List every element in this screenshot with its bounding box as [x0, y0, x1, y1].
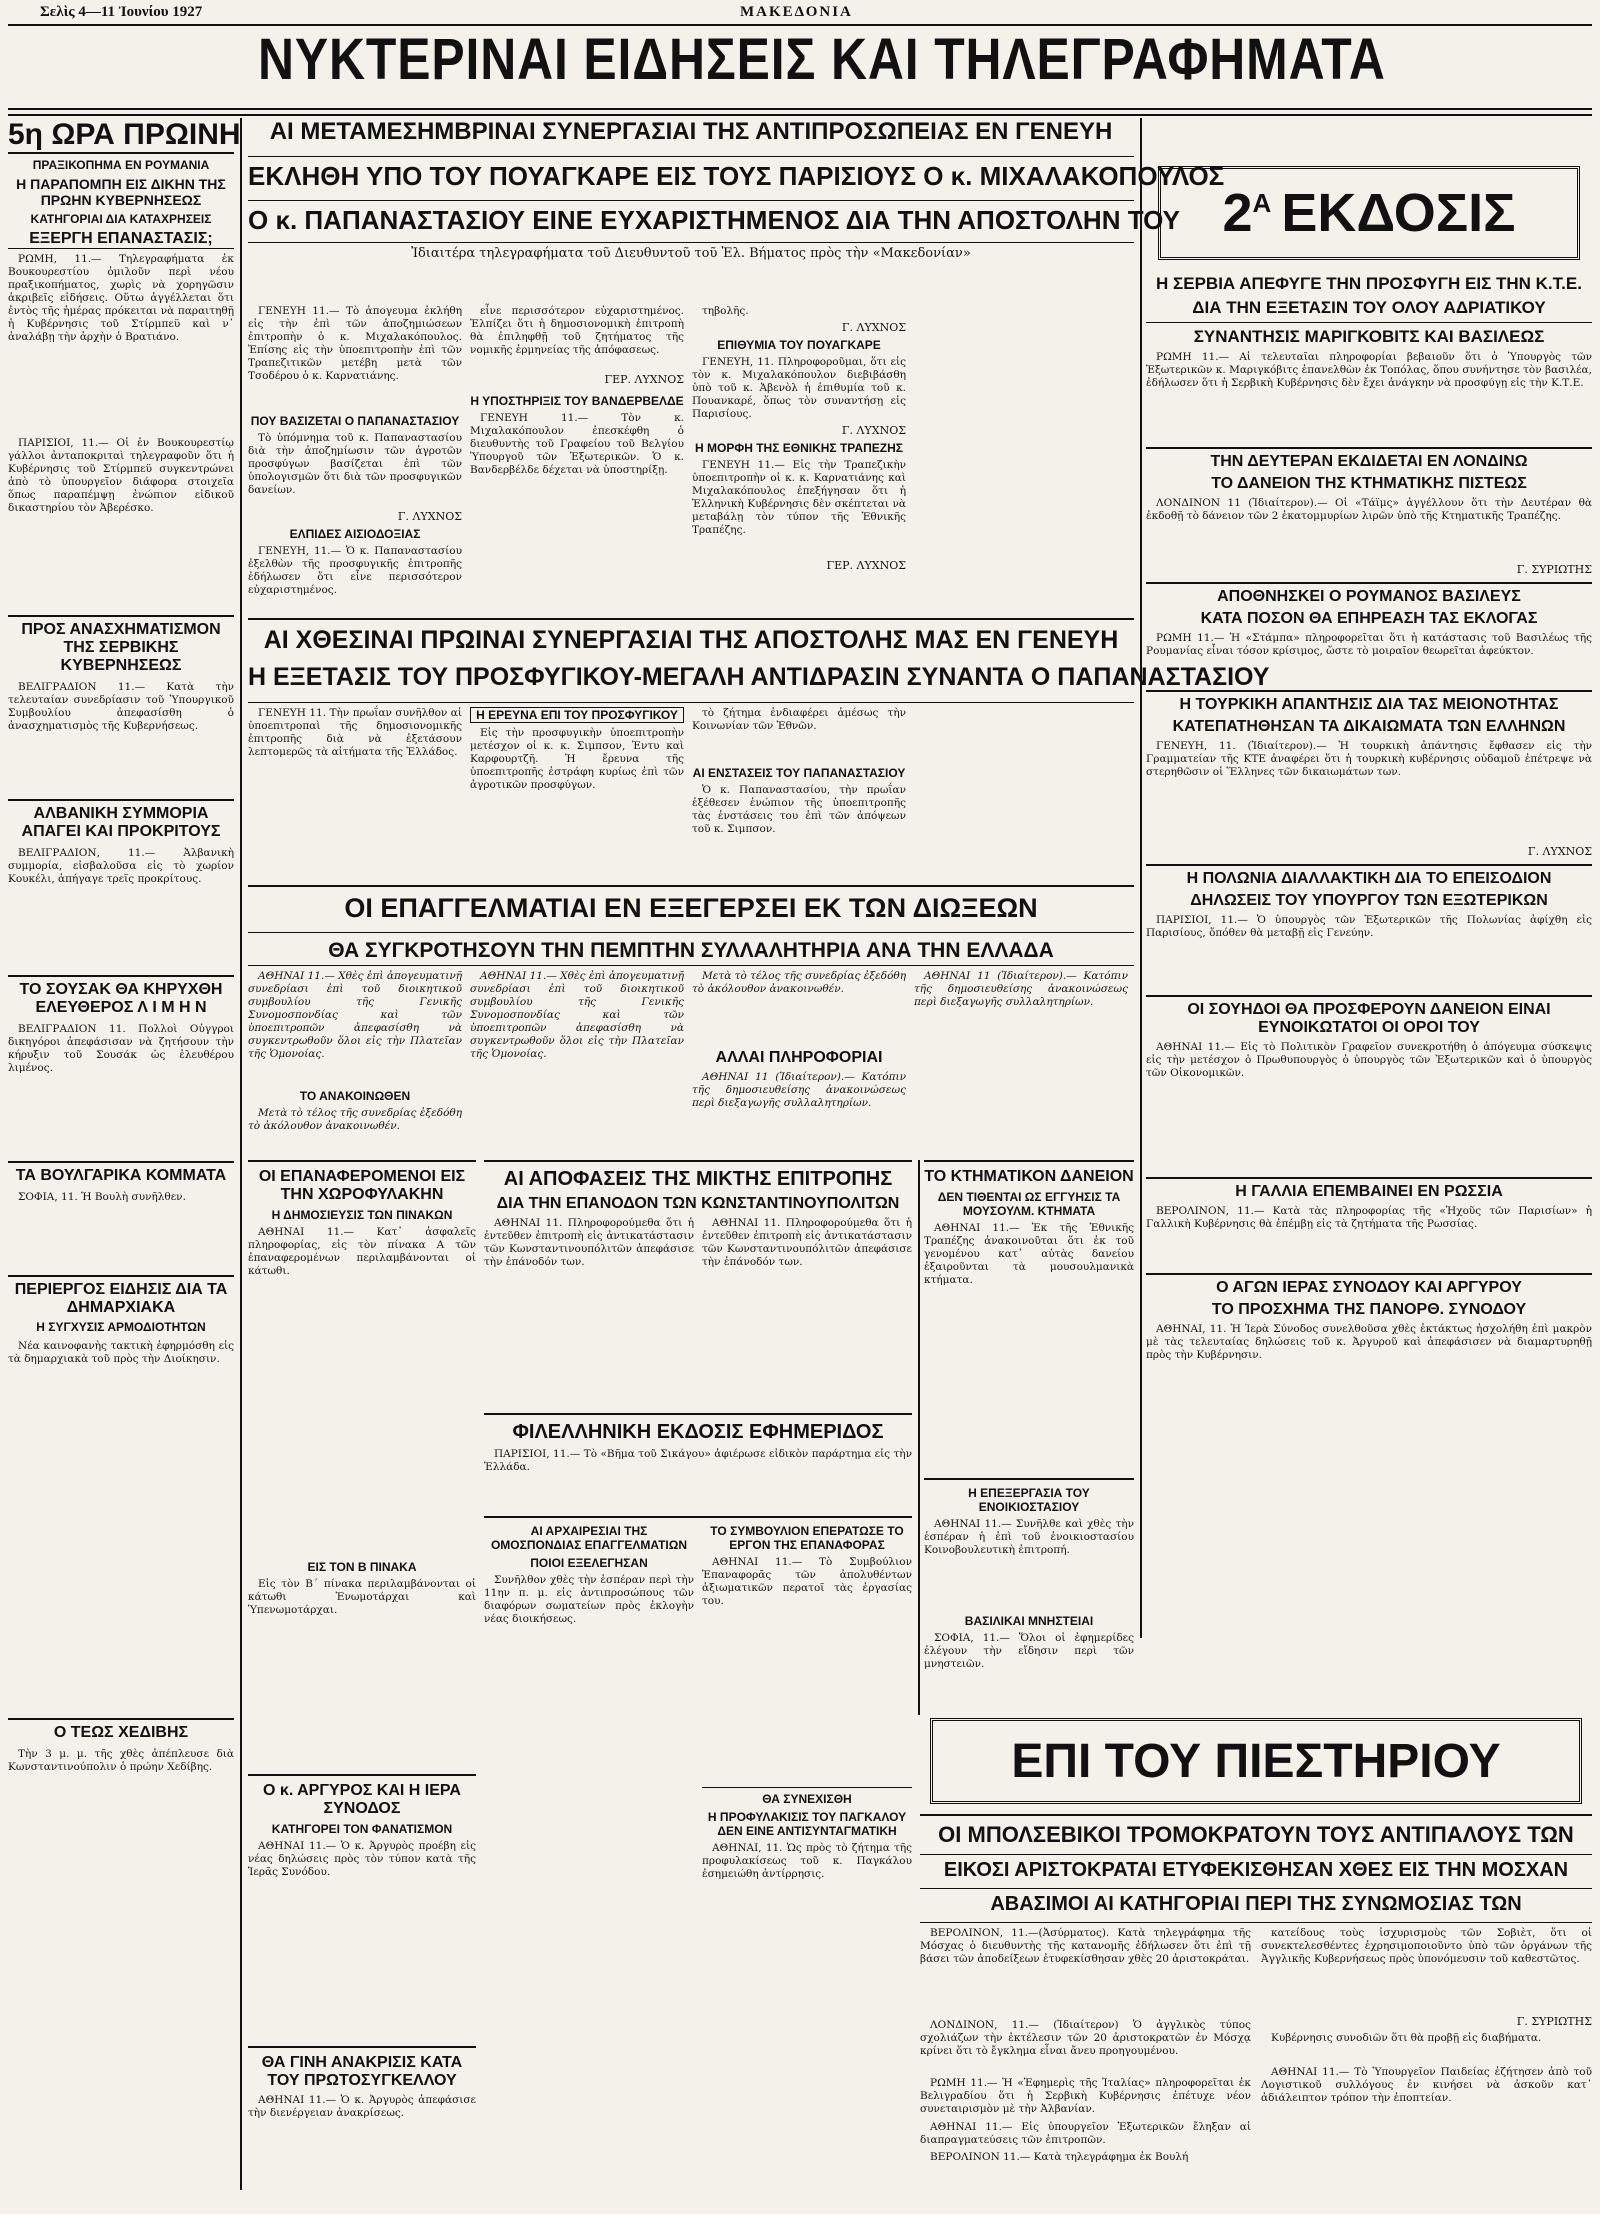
paragraph: ΣΟΦΙΑ, 11.— Ὅλοι οἱ ἐφημερίδες ἐλέγουν τὴν εἴδησιν περὶ τῶν μνηστειῶν. [924, 1632, 1134, 1670]
paragraph: ΒΕΛΙΓΡΑΔΙΟΝ 11. Πολλοὶ Οὐγγροι δικηγόροι ἀπεφάσισαν νὰ ζητήσουν τὴν κήρυξιν τοῦ Σουσάκ ὡς ἐλευθέρου λιμένος. [8, 1023, 234, 1074]
article-body [248, 305, 462, 410]
paragraph: κατείδους τοὺς ἰσχυρισμοὺς τῶν Σοβιὲτ, ὅτι οἱ συνεκτελεσθέντες ἐχρησιμοποιοῦντο ὑπὸ τῶν ὀργάνων τῆς Ἀγγλικῆς Κυβερνήσεως πρὸς ὑπονόμευσιν τοῦ καθεστῶτος. [1261, 1927, 1592, 1965]
signature: ΓΕΡ. ΛΥΧΝΟΣ [604, 373, 684, 386]
center-band-columns [248, 965, 1134, 1160]
subhead: ΤΑ ΒΟΥΛΓΑΡΙΚΑ ΚΟΜΜΑΤΑ [8, 1161, 234, 1185]
subhead: ΤΟ ΣΥΜΒΟΥΛΙΟΝ ΕΠΕΡΑΤΩΣΕ ΤΟ ΕΡΓΟΝ ΤΗΣ ΕΠΑΝΑΦΟΡΑΣ [710, 1524, 904, 1552]
subhead: ΑΙ ΑΡΧΑΙΡΕΣΙΑΙ ΤΗΣ ΟΜΟΣΠΟΝΔΙΑΣ ΕΠΑΓΓΕΛΜΑΤΙΩΝ [490, 1524, 688, 1552]
article-body [692, 356, 906, 424]
headline: ΟΙ ΕΠΑΓΓΕΛΜΑΤΙΑΙ ΕΝ ΕΞΕΓΕΡΣΕΙ ΕΚ ΤΩΝ ΔΙΩΞΕΩΝ [248, 885, 1134, 924]
article-body [692, 1071, 906, 1146]
subhead: ΚΑΤΗΓΟΡΙΑΙ ΔΙΑ ΚΑΤΑΧΡΗΣΕΙΣ [30, 212, 212, 226]
signature: Γ. ΛΥΧΝΟΣ [397, 510, 462, 523]
headline: ΑΒΑΣΙΜΟΙ ΑΙ ΚΑΤΗΓΟΡΙΑΙ ΠΕΡΙ ΤΗΣ ΣΥΝΩΜΟΣΙΑΣ ΤΩΝ [920, 1888, 1592, 1916]
paragraph: εἶνε περισσότερον εὐχαριστημένος. Ἐλπίζει ὅτι ἡ δημοσιονομικὴ ἐπιτροπὴ θὰ ἐπιληφθῇ τοῦ ζητήματος τῆς νομικῆς ἑρμηνείας τῆς ἀπόφασεως. [470, 305, 684, 356]
masthead: ΝΥΚΤΕΡΙΝΑΙ ΕΙΔΗΣΕΙΣ ΚΑΙ ΤΗΛΕΓΡΑΦΗΜΑΤΑ [258, 27, 1386, 92]
signature: Γ. ΣΥΡΙΩΤΗΣ [1516, 563, 1592, 576]
subhead: ΘΑ ΣΥΝΕΧΙΣΘΗ [702, 1787, 912, 1806]
headline: Ο ΑΓΩΝ ΙΕΡΑΣ ΣΥΝΟΔΟΥ ΚΑΙ ΑΡΓΥΡΟΥ [1146, 1273, 1592, 1297]
headline: ΦΙΛΕΛΛΗΝΙΚΗ ΕΚΔΟΣΙΣ ΕΦΗΜΕΡΙΔΟΣ [484, 1413, 912, 1444]
edition-word: ΕΚΔΟΣΙΣ [1281, 183, 1516, 243]
article-body [702, 1842, 912, 2012]
article-body [692, 970, 906, 1045]
paragraph: ΓΕΝΕΥΗ 11.— Εἰς τὴν Τραπεζικὴν ὑποεπιτροπὴν οἱ κ. κ. Καρνατιάνης καὶ Μιχαλακόπουλος ἐπεξήγησαν ὅτι ἡ Ἑλληνικὴ Κυβέρνησις δὲν σκέπτεται νὰ μεταβάλῃ τὸν τύπον τῆς Ἐθνικῆς Τραπέζης. [692, 459, 906, 536]
paragraph: ΠΑΡΙΣΙΟΙ, 11.— Ὁ ὑπουργὸς τῶν Ἐξωτερικῶν τῆς Πολωνίας ἀφίχθη εἰς Παρισίους, ὅπόθεν θὰ μεταβῇ εἰς Γενεύην. [1146, 914, 1592, 939]
center-low-column-b [484, 1160, 912, 2044]
paragraph: Συνῆλθον χθὲς τὴν ἑσπέραν περὶ τὴν 11ην π. μ. εἰς ἀντιπροσώπους τῶν διαφόρων σωματείων πρὸς ἐκλογὴν νέας διοικήσεως. [484, 1574, 694, 1625]
article-body [1146, 1205, 1592, 1267]
article-body [484, 1574, 694, 2044]
paragraph: ΓΕΝΕΥΗ, 11. (Ἰδιαίτερον).— Ἡ τουρκικὴ ἀπάντησις ἔφθασεν εἰς τὴν Γραμματείαν τῆς ΚΤΕ ἀναφέρει ὅτι ἡ τουρκικὴ κυβέρνησις οὐδαμοῦ ἐπέτρεψε νὰ στερηθῶσιν οἱ Ἕλληνες τῶν δικαιωμάτων των. [1146, 740, 1592, 778]
paragraph: ΓΕΝΕΥΗ, 11.— Ὁ κ. Παπαναστασίου ἐξελθὼν τῆς προσφυγικῆς ἐπιτροπῆς ἐδήλωσεν ὅτι εἶνε περισσότερον εὐχαριστημένος. [248, 545, 462, 596]
headline: ΘΑ ΣΥΓΚΡΟΤΗΣΟΥΝ ΤΗΝ ΠΕΜΠΤΗΝ ΣΥΛΛΑΛΗΤΗΡΙΑ ΑΝΑ ΤΗΝ ΕΛΛΑΔΑ [248, 932, 1134, 963]
paragraph: ΡΩΜΗ 11.— Ἡ «Ἐφημερὶς τῆς Ἰταλίας» πληροφορεῖται ἐκ Βελιγραδίου ὅτι ἡ Σερβικὴ Κυβέρνησις ἐπέτυχε νέον συνεταιρισμὸν μὲ τὴν Ἀλβανίαν. [920, 2077, 1251, 2115]
text-column [248, 707, 462, 889]
paragraph: ΣΟΦΙΑ, 11. Ἡ Βουλὴ συνῆλθεν. [18, 1191, 186, 1203]
article-body [924, 1518, 1134, 1608]
paragraph: ΑΘΗΝΑΙ 11.— Εἰς ὑπουργεῖον Ἐξωτερικῶν ἔληξαν αἱ διαπραγματεύσεις τῶν ἐπιτροπῶν. [920, 2121, 1251, 2146]
paragraph: Τὸ ὑπόμνημα τοῦ κ. Παπαναστασίου διὰ τὴν ἀποζημίωσιν τῶν ἀγροτῶν προσφύγων βασίζεται ἐπὶ τῶν ὑπολογισμῶν ὅτι διὰ τῶν προσφυγικῶν δανείων. [248, 432, 462, 496]
subhead: ΠΟΙΟΙ ΕΞΕΛΕΓΗΣΑΝ [530, 1556, 648, 1570]
article-body [1146, 914, 1592, 989]
article-body [8, 847, 234, 967]
signature: Γ. ΛΥΧΝΟΣ [841, 321, 906, 334]
subhead: ΔΙΑ ΤΗΝ ΕΠΑΝΟΔΟΝ ΤΩΝ ΚΩΝΣΤΑΝΤΙΝΟΥΠΟΛΙΤΩΝ [496, 1195, 900, 1212]
subhead: ΤΟ ΚΤΗΜΑΤΙΚΟΝ ΔΑΝΕΙΟΝ [924, 1160, 1134, 1186]
subhead: ΕΙΣ ΤΟΝ Β ΠΙΝΑΚΑ [307, 1560, 417, 1574]
paragraph: ΑΘΗΝΑΙ, 11. Ὡς πρὸς τὸ ζήτημα τῆς προφυλακίσεως τοῦ κ. Παγκάλου ἐσημειώθη ἀντίρρησις. [702, 1842, 912, 1880]
article-body [920, 1927, 1251, 2015]
paragraph: ΑΘΗΝΑΙ 11.— Συνῆλθε καὶ χθὲς τὴν ἑσπέραν ἡ ἐπὶ τοῦ ἐνοικιοστασίου Κοινοβουλευτικὴ ἐπιτροπή. [924, 1518, 1134, 1556]
subhead: ΠΡΟΣ ΑΝΑΣΧΗΜΑΤΙΣΜΟΝ ΤΗΣ ΣΕΡΒΙΚΗΣ ΚΥΒΕΡΝΗΣΕΩΣ [8, 615, 234, 675]
paragraph: ΑΘΗΝΑΙ 11 (Ἰδιαίτερον).— Κατόπιν τῆς δημοσιευθείσης ἀνακοινώσεως περὶ διεξαγωγῆς συλλαλητηρίων. [692, 1071, 906, 1109]
article-body [692, 459, 906, 559]
headline: ΑΙ ΑΠΟΦΑΣΕΙΣ ΤΗΣ ΜΙΚΤΗΣ ΕΠΙΤΡΟΠΗΣ [484, 1160, 912, 1191]
subhead: ΠΕΡΙΕΡΓΟΣ ΕΙΔΗΣΙΣ ΔΙΑ ΤΑ ΔΗΜΑΡΧΙΑΚΑ [8, 1275, 234, 1317]
subhead: Η ΕΡΕΥΝΑ ΕΠΙ ΤΟΥ ΠΡΟΣΦΥΓΙΚΟΥ [470, 707, 684, 723]
text-column [692, 305, 906, 615]
subhead: ΘΑ ΓΙΝΗ ΑΝΑΚΡΙΣΙΣ ΚΑΤΑ ΤΟΥ ΠΡΩΤΟΣΥΓΚΕΛΛΟΥ [248, 2046, 476, 2090]
text-column [470, 970, 684, 1160]
headline: ΟΙ ΣΟΥΗΔΟΙ ΘΑ ΠΡΟΣΦΕΡΟΥΝ ΔΑΝΕΙΟΝ ΕΙΝΑΙ ΕΥΝΟΙΚΩΤΑΤΟΙ ΟΙ ΟΡΟΙ ΤΟΥ [1146, 995, 1592, 1037]
article-body [8, 1340, 234, 1710]
article-body [1261, 2066, 1592, 2146]
text-column [692, 707, 906, 889]
subhead: ΔΕΝ ΤΙΘΕΝΤΑΙ ΩΣ ΕΓΓΥΗΣΙΣ ΤΑ ΜΟΥΣΟΥΛΜ. ΚΤΗΜΑΤΑ [937, 1190, 1121, 1218]
headline: ΔΙΑ ΤΗΝ ΕΞΕΤΑΣΙΝ ΤΟΥ ΟΛΟΥ ΑΔΡΙΑΤΙΚΟΥ [1192, 298, 1546, 317]
two-columns [920, 1922, 1592, 2165]
subhead: Η ΥΠΟΣΤΗΡΙΞΙΣ ΤΟΥ ΒΑΝΔΕΡΒΕΛΔΕ [470, 394, 684, 408]
article-body [924, 1222, 1134, 1472]
headline: ΤΟ ΔΑΝΕΙΟΝ ΤΗΣ ΚΤΗΜΑΤΙΚΗΣ ΠΙΣΤΕΩΣ [1211, 475, 1527, 492]
article-body [248, 545, 462, 596]
paragraph: ΠΑΡΙΣΙΟΙ, 11.— Οἱ ἐν Βουκουρεστίῳ γάλλοι ἀνταποκριταὶ τηλεγραφοῦν ὅτι ἡ Κυβέρνησις τοῦ Στίρμπεϋ συγκεντρώνει ἀπὸ τὸ ὑπουργεῖον διάφορα στοιχεῖα ὅπως παραπέμψῃ ἐνώπιον εἰδικοῦ δικαστηρίου τὸν Ἀβερέσκο. [8, 437, 234, 514]
center-top-story [248, 118, 1225, 261]
article-body [920, 2121, 1251, 2147]
two-columns [484, 1516, 912, 2044]
byline: Ἰδιαιτέρα τηλεγραφήματα τοῦ Διευθυντοῦ τοῦ Ἐλ. Βήματος πρὸς τὴν «Μακεδονίαν» [248, 242, 1134, 261]
center-low-column-d [924, 1160, 1134, 1712]
article-body [1146, 1041, 1592, 1171]
paragraph: Νέα καινοφανὴς τακτικὴ ἐφηρμόσθη εἰς τὰ δημαρχιακὰ τοῦ πρὸς τὴν Διοίκησιν. [8, 1340, 234, 1365]
headline: Η ΣΕΡΒΙΑ ΑΠΕΦΥΓΕ ΤΗΝ ΠΡΟΣΦΥΓΗ ΕΙΣ ΤΗΝ Κ.Τ.Ε. [1156, 274, 1582, 293]
center-band-story [248, 885, 1134, 963]
headline: ΟΙ ΜΠΟΛΣΕΒΙΚΟΙ ΤΡΟΜΟΚΡΑΤΟΥΝ ΤΟΥΣ ΑΝΤΙΠΑΛΟΥΣ ΤΩΝ [920, 1814, 1592, 1848]
subhead: ΤΟ ΣΟΥΣΑΚ ΘΑ ΚΗΡΥΧΘΗ ΕΛΕΥΘΕΡΟΣ Λ Ι Μ Η Ν [8, 975, 234, 1017]
article-body [248, 970, 462, 1085]
subhead: Η ΕΠΕΞΕΡΓΑΣΙΑ ΤΟΥ ΕΝΟΙΚΙΟΣΤΑΣΙΟΥ [924, 1478, 1134, 1514]
article-body [484, 1448, 912, 1510]
headline: ΑΙ ΜΕΤΑΜΕΣΗΜΒΡΙΝΑΙ ΣΥΝΕΡΓΑΣΙΑΙ ΤΗΣ ΑΝΤΙΠΡΟΣΩΠΕΙΑΣ ΕΝ ΓΕΝΕΥΗ [269, 118, 1113, 145]
text-column [1261, 1927, 1592, 2165]
subhead: Η ΣΥΓΧΥΣΙΣ ΑΡΜΟΔΙΟΤΗΤΩΝ [36, 1320, 206, 1334]
article-body [1146, 632, 1592, 684]
right-column [1146, 118, 1592, 1443]
paragraph: ΒΕΡΟΛΙΝΟΝ 11.— Κατὰ τηλεγράφημα ἐκ Βουλή [930, 2151, 1189, 2163]
headline-5am: 5η ΩΡΑ ΠΡΩΙΝΗ [8, 118, 234, 154]
article-body [1146, 497, 1592, 563]
center-low-column-a [248, 1160, 476, 2214]
article-body [248, 1226, 476, 1556]
signature: ΓΕΡ. ΛΥΧΝΟΣ [826, 559, 906, 572]
headline: Η ΕΞΕΤΑΣΙΣ ΤΟΥ ΠΡΟΣΦΥΓΙΚΟΥ-ΜΕΓΑΛΗ ΑΝΤΙΔΡΑΣΙΝ ΣΥΝΑΝΤΑ Ο ΠΑΠΑΝΑΣΤΑΣΙΟΥ [248, 663, 1270, 691]
paragraph: Τὴν 3 μ. μ. τῆς χθὲς ἀπέπλευσε διὰ Κωνσταντινούπολιν ὁ πρώην Χεδίβης. [8, 1748, 234, 1773]
article-body [1146, 1323, 1592, 1443]
paragraph: ΑΘΗΝΑΙ 11 (Ἰδιαίτερον).— Κατόπιν τῆς δημοσιευθείσης ἀνακοινώσεως περὶ διεξαγωγῆς συλλαλητηρίων. [914, 970, 1128, 1008]
subhead: Η ΠΑΡΑΠΟΜΠΗ ΕΙΣ ΔΙΚΗΝ ΤΗΣ ΠΡΩΗΝ ΚΥΒΕΡΝΗΣΕΩΣ [16, 176, 226, 208]
edition-number: $2^A$ [1222, 183, 1272, 243]
paragraph: ΡΩΜΗ 11.— Αἱ τελευταῖαι πληροφορίαι βεβαιοῦν ὅτι ὁ Ὑπουργὸς τῶν Ἐξωτερικῶν κ. Μαριγκόβιτς ἐπανελθὼν ἐκ Τοπόλας, ὅπου συνήντησε τὸν βασιλέα, ἐδήλωσεν ὅτι ἡ Σερβικὴ Κυβέρνησις δὲν ἔχει ἀνάγκην νὰ προσφύγῃ εἰς τὴν Κ.Τ.Ε. [1146, 351, 1592, 389]
article-body [470, 305, 684, 373]
paragraph: Εἰς τὸν Β΄ πίνακα περιλαμβάνονται οἱ κάτωθι Ἐνωμοτάρχαι καὶ Ὑπενωμοτάρχαι. [248, 1578, 476, 1616]
stop-press-banner: ΕΠΙ ΤΟΥ ΠΙΕΣΤΗΡΙΟΥ [930, 1718, 1582, 1804]
subhead: ΠΟΥ ΒΑΣΙΖΕΤΑΙ Ο ΠΑΠΑΝΑΣΤΑΣΙΟΥ [250, 414, 460, 428]
paragraph: ΑΘΗΝΑΙ 11. Πληροφορούμεθα ὅτι ἡ ἐντεῦθεν ἐπιτροπὴ εἰς ἀντικατάστασιν τῶν Κωνσταντινουπόλιτῶν ἀπεφάσισε τὴν ἐπάνοδόν των. [702, 1217, 912, 1268]
text-column [248, 305, 462, 615]
article-body [914, 970, 1128, 1150]
article-body [702, 1556, 912, 1781]
subhead: ΑΙ ΕΝΣΤΑΣΕΙΣ ΤΟΥ ΠΑΠΑΝΑΣΤΑΣΙΟΥ [692, 766, 906, 780]
subhead: ΤΟ ΑΝΑΚΟΙΝΩΘΕΝ [299, 1089, 411, 1103]
second-edition-banner [1158, 166, 1580, 260]
paragraph: ΓΕΝΕΥΗ 11. Τὴν πρωΐαν συνῆλθον αἱ ὑποεπιτροπαὶ τῆς δημοσιονομικῆς ἐπιτροπῆς διὰ νὰ ἐξετάσουν λεπτομερῶς τὰ αἰτήματα τῆς Ἑλλάδος. [248, 707, 462, 758]
text-column [470, 707, 684, 889]
headline: Η ΓΑΛΛΙΑ ΕΠΕΜΒΑΙΝΕΙ ΕΝ ΡΩΣΣΙΑ [1146, 1177, 1592, 1201]
paragraph: ΑΘΗΝΑΙ, 11. Ἡ Ἱερὰ Σύνοδος συνελθοῦσα χθὲς ἐκτάκτως ἠσχολήθη ἐπὶ μακρὸν μὲ τὰς τελευταίας δηλώσεις τοῦ κ. Ἀργυροῦ καὶ ἀπεφάσισεν νὰ διαμαρτυρηθῇ πρὸς τὴν Κυβέρνησιν. [1146, 1323, 1592, 1361]
paragraph: ΓΕΝΕΥΗ 11.— Τὸ ἀπογευμα ἐκλήθη εἰς τὴν ἐπὶ τῶν ἀποζημιώσεων ἐπιτροπὴν ὁ κ. Μιχαλακόπουλος. Ἐπίσης εἰς τὴν ὑποεπιτροπὴν ἐπὶ τῶν Τραπεζιτικῶν μετέβη μετὰ τῶν Τσοδέρου ὁ κ. Καρνατιάνης. [248, 305, 462, 382]
paragraph: ΑΘΗΝΑΙ 11.— Ἐκ τῆς Ἐθνικῆς Τραπέζης ἀνακοινοῦται ὅτι ἐκ τοῦ γενομένου κατ᾽ αὐτὰς δανείου ἐξαιροῦνται τὰ μουσουλμανικὰ κτήματα. [924, 1222, 1134, 1286]
left-column [8, 118, 241, 1818]
article-body [484, 1217, 694, 1407]
article-body [8, 437, 234, 607]
headline: ΔΗΛΩΣΕΙΣ ΤΟΥ ΥΠΟΥΡΓΟΥ ΤΩΝ ΕΞΩΤΕΡΙΚΩΝ [1190, 892, 1548, 909]
paragraph: ΑΘΗΝΑΙ 11.— Ὁ κ. Ἀργυρὸς ἀπεφάσισε τὴν διενέργειαν ἀνακρίσεως. [248, 2094, 476, 2119]
paragraph: ΒΕΡΟΛΙΝΟΝ, 11.—(Ἀσύρματος). Κατὰ τηλεγράφημα τῆς Μόσχας ὁ διευθυντὴς τῆς κατανομῆς ἐδήλωσεν ὅτι ἐπὶ τῇ βάσει τῶν ἀποδείξεων ἐτυφεκίσθησαν χθὲς 20 ἀριστοκράται. [920, 1927, 1251, 1965]
paragraph: ΑΘΗΝΑΙ 11.— Τὸ Ὑπουργεῖον Παιδείας ἐζήτησεν ἀπὸ τοῦ Λογιστικοῦ συλλόγους ἐν κινήσει νὰ ἀσκοῦν κατ᾽ ἀδιάλειπτον τρόπον τὴν ἐποπτείαν. [1261, 2066, 1592, 2104]
stop-press-section [920, 1718, 1592, 2165]
article-body [1261, 1927, 1592, 2015]
text-column [470, 305, 684, 615]
article-body [702, 1217, 912, 1407]
article-body [1146, 740, 1592, 845]
paragraph: ΓΕΝΕΥΗ, 11. Πληροφοροῦμαι, ὅτι εἰς τὸν κ. Μιχαλακόπουλον διεβιβάσθη ὑπὸ τοῦ κ. Ἀβενὸλ ἡ ἐπιθυμία τοῦ κ. Πουανκαρέ, ὅπως τὸν συναντήσῃ εἰς Παρισίους. [692, 356, 906, 420]
signature: Γ. ΣΥΡΙΩΤΗΣ [1516, 2015, 1592, 2028]
headline: ΕΚΛΗΘΗ ΥΠΟ ΤΟΥ ΠΟΥΑΓΚΑΡΕ ΕΙΣ ΤΟΥΣ ΠΑΡΙΣΙΟΥΣ Ο κ. ΜΙΧΑΛΑΚΟΠΟΥΛΟΣ [248, 156, 1134, 192]
headline: ΤΟ ΠΡΟΣΧΗΜΑ ΤΗΣ ΠΑΝΟΡΘ. ΣΥΝΟΔΟΥ [1211, 1301, 1527, 1318]
article-body [470, 412, 684, 597]
subhead: ΒΑΣΙΛΙΚΑΙ ΜΝΗΣΤΕΙΑΙ [964, 1614, 1094, 1628]
headline: ΚΑΤΑ ΠΟΣΟΝ ΘΑ ΕΠΗΡΕΑΣΗ ΤΑΣ ΕΚΛΟΓΑΣ [1200, 610, 1538, 627]
paragraph: ΑΘΗΝΑΙ 11.— Εἰς τὸ Πολιτικὸν Γραφεῖον συνεκροτήθη ὁ ἀπόγευμα σύσκεψις εἰς τὴν μετέσχον ὁ Πρωθυπουργὸς ὁ ὑπουργὸς τῶν Ἐξωτερικῶν καὶ ὁ ὑπουργὸς τῶν Οἰκονομικῶν. [1146, 1041, 1592, 1079]
article-body [248, 1107, 462, 1147]
paragraph: ΒΕΛΙΓΡΑΔΙΟΝ 11.— Κατὰ τὴν τελευταίαν συνεδρίασιν τοῦ Ὑπουργικοῦ Συμβουλίου ἀπεφασίσθη ὁ ἀνασχηματισμὸς τῆς Κυβερνήσεως. [8, 681, 234, 732]
article-body [924, 1632, 1134, 1712]
article-body [248, 707, 462, 877]
paragraph: Ὁ κ. Παπαναστασίου, τὴν πρωΐαν ἐξέθεσεν ἐνώπιον τῆς ὑποεπιτροπῆς τὰς ἐνστάσεις του ἐπὶ τῶν ἀπόψεων τοῦ κ. Σιμπσον. [692, 784, 906, 835]
signature: Γ. ΛΥΧΝΟΣ [1527, 845, 1592, 858]
article-body [8, 681, 234, 791]
article-body [692, 305, 906, 321]
subhead: Η ΜΟΡΦΗ ΤΗΣ ΕΘΝΙΚΗΣ ΤΡΑΠΕΖΗΣ [695, 441, 903, 455]
subhead: Η ΠΡΟΦΥΛΑΚΙΣΙΣ ΤΟΥ ΠΑΓΚΑΛΟΥ ΔΕΝ ΕΙΝΕ ΑΝΤΙΣΥΝΤΑΓΜΑΤΙΚΗ [707, 1810, 907, 1838]
article-body [692, 784, 906, 874]
paragraph: ΛΟΝΔΙΝΟΝ 11 (Ἰδιαίτερον).— Οἱ «Τάϊμς» ἀγγέλλουν ὅτι τὴν Δευτέραν θὰ ἐκδοθῇ τὸ δάνειον τῶν 2 ἑκατομμυρίων λιρῶν ὑπὸ τῆς Κτηματικῆς Τραπέζης. [1146, 497, 1592, 522]
paragraph: ΒΕΛΙΓΡΑΔΙΟΝ, 11.— Ἀλβανικὴ συμμορία, εἰσβαλοῦσα εἰς τὸ χωρίον Κουκέλι, ἀπήγαγε τρεῖς προκρίτους. [8, 847, 234, 885]
text-column [702, 1524, 912, 2044]
running-head-title: ΜΑΚΕΔΟΝΙΑ [740, 4, 853, 20]
headline: ΕΙΚΟΣΙ ΑΡΙΣΤΟΚΡΑΤΑΙ ΕΤΥΦΕΚΙΣΘΗΣΑΝ ΧΘΕΣ ΕΙΣ ΤΗΝ ΜΟΣΧΑΝ [920, 1854, 1592, 1882]
center-top-columns [248, 305, 1134, 615]
text-column [692, 970, 906, 1160]
signature: Γ. ΛΥΧΝΟΣ [841, 424, 906, 437]
paragraph: ΒΕΡΟΛΙΝΟΝ, 11.— Κατὰ τὰς πληροφορίας τῆς «Ἠχοῦς τῶν Παρισίων» ἡ Γαλλικὴ Κυβέρνησις θὰ ἐπέμβῃ εἰς τὰ ζητήματα τῆς Ρωσσίας. [1146, 1205, 1592, 1230]
subhead: ΕΠΙΘΥΜΙΑ ΤΟΥ ΠΟΥΑΓΚΑΡΕ [717, 338, 881, 352]
text-column [248, 970, 462, 1160]
paragraph: ΛΟΝΔΙΝΟΝ, 11.— (Ἰδιαίτερον) Ὁ ἀγγλικὸς τύπος σχολιάζων τὴν ἐκτέλεσιν τῶν 20 ἀριστοκρατῶν ἐν Μόσχᾳ κρίνει ὅτι τὸ ἔγκλημα εἶναι ἄνευ προηγουμένου. [920, 2019, 1251, 2057]
paragraph: τὸ ζήτημα ἐνδιαφέρει ἀμέσως τὴν Κοινωνίαν τῶν Ἐθνῶν. [692, 707, 906, 732]
subhead: ΕΞΕΡΓΗ ΕΠΑΝΑΣΤΑΣΙΣ; [8, 230, 234, 249]
article-body [920, 2151, 1251, 2165]
article-body [1146, 351, 1592, 441]
two-columns [484, 1217, 912, 1407]
paragraph: Μετὰ τὸ τέλος τῆς συνεδρίας ἐξεδόθη τὸ ἀκόλουθον ἀνακοινωθέν. [692, 970, 906, 995]
paragraph: ΑΘΗΝΑΙ 11. Πληροφορούμεθα ὅτι ἡ ἐντεῦθεν ἐπιτροπὴ εἰς ἀντικατάστασιν τῶν Κωνσταντινουπόλιτῶν ἀπεφάσισε τὴν ἐπάνοδόν των. [484, 1217, 694, 1268]
headline: ΣΥΝΑΝΤΗΣΙΣ ΜΑΡΙΓΚΟΒΙΤΣ ΚΑΙ ΒΑΣΙΛΕΩΣ [1146, 322, 1592, 347]
center-mid-columns [248, 702, 1134, 889]
paragraph: ΑΘΗΝΑΙ 11.— Χθὲς ἐπὶ ἀπογευματινῇ συνεδρίασι ἐπὶ τοῦ διοικητικοῦ συμβουλίου τῆς Γενικῆς Συνομοσπονδίας καὶ τῶν ὑποεπιτροπῶν ἀπεφασίσθη νὰ συγκεντρωθοῦν ὅλοι εἰς τὴν Πλατεῖαν τῆς Ὁμονοίας. [470, 970, 684, 1060]
subhead: ΚΑΤΗΓΟΡΕΙ ΤΟΝ ΦΑΝΑΤΙΣΜΟΝ [271, 1822, 453, 1836]
article-body [920, 2077, 1251, 2117]
headline: ΑΙ ΧΘΕΣΙΝΑΙ ΠΡΩΙΝΑΙ ΣΥΝΕΡΓΑΣΙΑΙ ΤΗΣ ΑΠΟΣΤΟΛΗΣ ΜΑΣ ΕΝ ΓΕΝΕΥΗ [248, 618, 1134, 655]
subhead: ΑΛΒΑΝΙΚΗ ΣΥΜΜΟΡΙΑ ΑΠΑΓΕΙ ΚΑΙ ΠΡΟΚΡΙΤΟΥΣ [8, 799, 234, 841]
headline: Η ΠΟΛΩΝΙΑ ΔΙΑΛΛΑΚΤΙΚΗ ΔΙΑ ΤΟ ΕΠΕΙΣΟΔΙΟΝ [1146, 864, 1592, 888]
paragraph: ΡΩΜΗ, 11.— Τηλεγραφήματα ἐκ Βουκουρεστίου ὁμιλοῦν περὶ νέου πραξικοπήματος, χωρὶς νὰ χορηγῶσιν ἀκριβεῖς εἰδήσεις. Οὕτω ἀγγέλλεται ὅτι ἐντὸς τῆς ἡμέρας πρόκειται νὰ παραιτηθῇ ἡ Κυβέρνησις τοῦ Στίρμπεϋ καὶ ν᾽ ἀναλάβῃ τὴν ἀρχὴν ὁ Βρατιάνο. [8, 253, 234, 343]
paragraph: ΡΩΜΗ 11.— Ἡ «Στάμπα» πληροφορεῖται ὅτι ἡ κατάστασις τοῦ Βασιλέως τῆς Ρουμανίας εἶναι τόσον κρίσιμος, ὥστε τὸ μοιραῖον θεωρεῖται ἀφεύκτον. [1146, 632, 1592, 657]
text-column [920, 1927, 1251, 2165]
subhead: Η ΔΗΜΟΣΙΕΥΣΙΣ ΤΩΝ ΠΙΝΑΚΩΝ [271, 1208, 453, 1222]
paragraph: ΠΑΡΙΣΙΟΙ, 11.— Τὸ «Βῆμα τοῦ Σικάγου» ἀφιέρωσε εἰδικὸν παράρτημα εἰς τὴν Ἑλλάδα. [484, 1448, 912, 1473]
article-body [470, 727, 684, 877]
subhead: ΕΛΠΙΔΕΣ ΑΙΣΙΟΔΟΞΙΑΣ [289, 527, 421, 541]
article-body [920, 2019, 1251, 2073]
paragraph: Κυβέρνησις συνοδιῶν ὅτι θὰ προβῇ εἰς διαβήματα. [1271, 2032, 1542, 2044]
paragraph: Μετὰ τὸ τέλος τῆς συνεδρίας ἐξεδόθη τὸ ἀκόλουθον ἀνακοινωθέν. [248, 1107, 462, 1132]
text-column [484, 1524, 694, 2044]
paragraph: τηβολῆς. [702, 305, 749, 317]
subhead: Ο κ. ΑΡΓΥΡΟΣ ΚΑΙ Η ΙΕΡΑ ΣΥΝΟΔΟΣ [248, 1774, 476, 1818]
paragraph: ΑΘΗΝΑΙ 11.— Χθὲς ἐπὶ ἀπογευματινῇ συνεδρίασι ἐπὶ τοῦ διοικητικοῦ συμβουλίου τῆς Γενικῆς Συνομοσπονδίας καὶ τῶν ὑποεπιτροπῶν ἀπεφασίσθη νὰ συγκεντρωθοῦν ὅλοι εἰς τὴν Πλατεῖαν τῆς Ὁμονοίας. [248, 970, 462, 1060]
article-body [248, 1578, 476, 1768]
headline: ΚΑΤΕΠΑΤΗΘΗΣΑΝ ΤΑ ΔΙΚΑΙΩΜΑΤΑ ΤΩΝ ΕΛΛΗΝΩΝ [1172, 718, 1566, 735]
article-body [248, 1840, 476, 2040]
subhead: ΟΙ ΕΠΑΝΑΦΕΡΟΜΕΝΟΙ ΕΙΣ ΤΗΝ ΧΩΡΟΦΥΛΑΚΗΝ [248, 1160, 476, 1204]
paragraph: ΑΘΗΝΑΙ 11.— Κατ᾽ ἀσφαλεῖς πληροφορίας, εἰς τὸν πίνακα Α τῶν ἐπαναφερομένων περιλαμβάνονται οἱ κάτωθι. [248, 1226, 476, 1277]
headline: ΑΠΟΘΝΗΣΚΕΙ Ο ΡΟΥΜΑΝΟΣ ΒΑΣΙΛΕΥΣ [1146, 582, 1592, 606]
paragraph: ΓΕΝΕΥΗ 11.— Τὸν κ. Μιχαλακόπουλον ἐπεσκέφθη ὁ διευθυντὴς τοῦ Γραφείου τοῦ Βελγίου Ὑπουργοῦ τῶν Ἐξωτερικῶν. Ὁ κ. Βανδερβέλδε δέχεται νὰ ὑποστηρίξῃ. [470, 412, 684, 476]
article-body [692, 707, 906, 762]
subhead: ΑΛΛΑΙ ΠΛΗΡΟΦΟΡΙΑΙ [715, 1049, 883, 1066]
article-body [8, 1191, 234, 1267]
article-body [8, 253, 234, 431]
article-body [470, 970, 684, 1150]
headline: Η ΤΟΥΡΚΙΚΗ ΑΠΑΝΤΗΣΙΣ ΔΙΑ ΤΑΣ ΜΕΙΟΝΟΤΗΤΑΣ [1146, 690, 1592, 714]
text-column [914, 970, 1128, 1160]
article-body [1261, 2032, 1592, 2062]
headline: ΤΗΝ ΔΕΥΤΕΡΑΝ ΕΚΔΙΔΕΤΑΙ ΕΝ ΛΟΝΔΙΝΩ [1146, 447, 1592, 471]
center-mid-story [248, 618, 1270, 692]
article-body [8, 1023, 234, 1153]
article-body [248, 2094, 476, 2214]
subhead: Ο ΤΕΩΣ ΧΕΔΙΒΗΣ [8, 1718, 234, 1742]
paragraph: ΑΘΗΝΑΙ 11.— Ὁ κ. Ἀργυρὸς προέβη εἰς νέας δηλώσεις πρὸς τὸν τύπον κατὰ τῆς Ἱερᾶς Συνόδου. [248, 1840, 476, 1878]
article-body [248, 432, 462, 510]
running-head-date: Σελὶς 4—11 Ἰουνίου 1927 [40, 4, 203, 20]
paragraph: Εἰς τὴν προσφυγικὴν ὑποεπιτροπὴν μετέσχον οἱ κ. κ. Σιμπσον, Ἐντυ καὶ Καρφουρτζῆ. Ἡ ἔρευνα τῆς ὑποεπιτροπῆς ἐστράφη κυρίως ἐπὶ τῶν ἀγροτικῶν προσφύγων. [470, 727, 684, 791]
headline: Ο κ. ΠΑΠΑΝΑΣΤΑΣΙΟΥ ΕΙΝΕ ΕΥΧΑΡΙΣΤΗΜΕΝΟΣ ΔΙΑ ΤΗΝ ΑΠΟΣΤΟΛΗΝ ΤΟΥ [248, 200, 1134, 236]
article-body [8, 1748, 234, 1818]
paragraph: ΑΘΗΝΑΙ 11.— Τὸ Συμβούλιον Ἐπαναφορᾶς τῶν ἀπολυθέντων ἀξιωματικῶν περατοῖ τὰς ἐργασίας του. [702, 1556, 912, 1607]
subhead: ΠΡΑΞΙΚΟΠΗΜΑ ΕΝ ΡΟΥΜΑΝΙΑ [32, 158, 210, 172]
